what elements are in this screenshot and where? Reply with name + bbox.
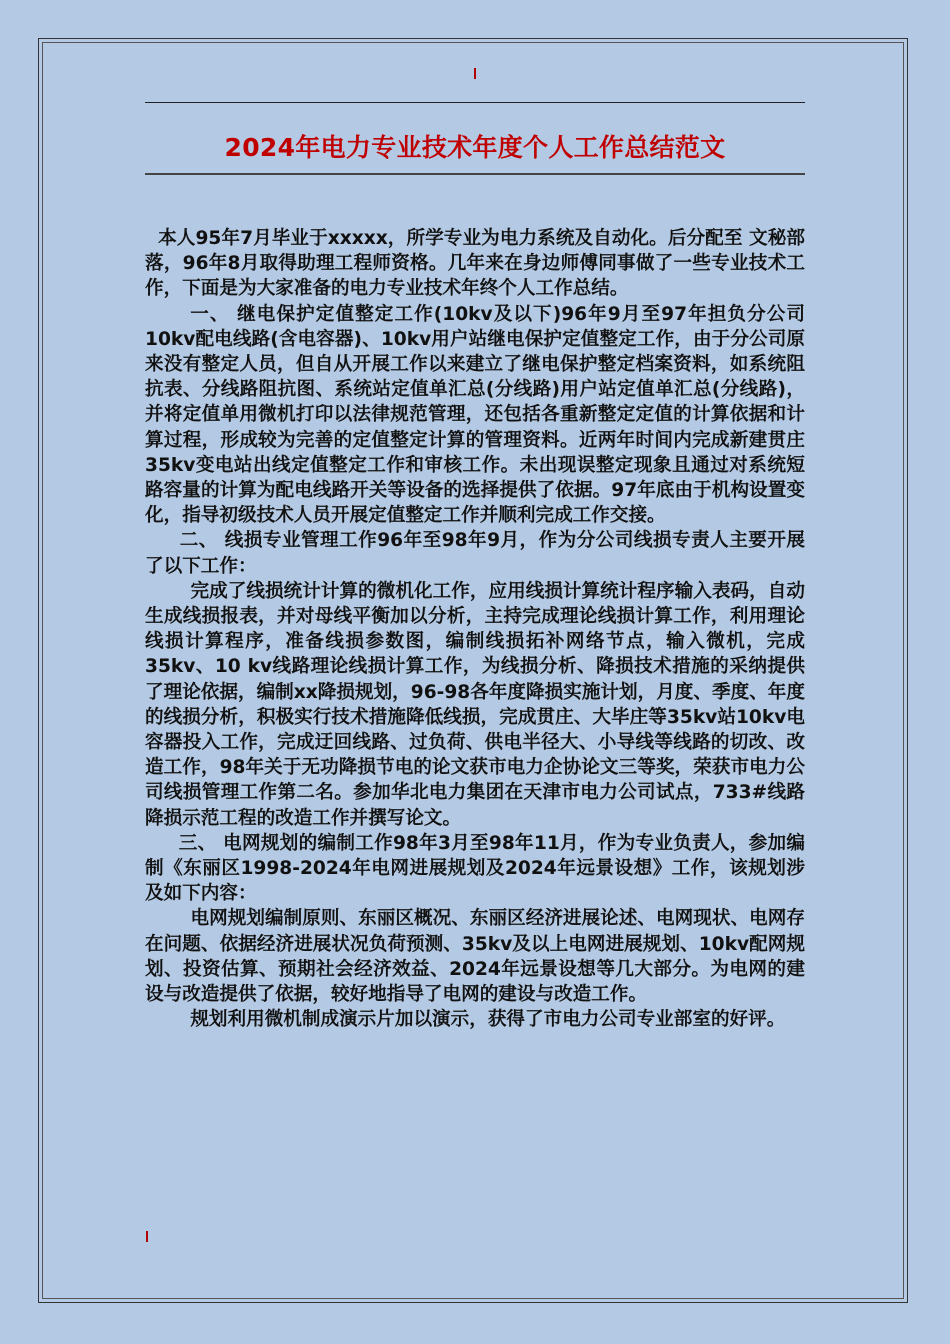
paragraph-intro: 本人95年7月毕业于xxxxx，所学专业为电力系统及自动化。后分配至 文秘部落，96年8月取得助理工程师资格。几年来在身边师傅同事做了一些专业技术工作，下面是为大家准备的电力专业技术年终个人工作总结。	[145, 228, 805, 300]
paragraph-closing: 规划利用微机制成演示片加以演示，获得了市电力公司专业部室的好评。	[190, 1009, 786, 1031]
paragraph-section-3: 三、 电网规划的编制工作98年3月至98年11月，作为专业负责人，参加编制《东丽区1998-2024年电网进展规划及2024年远景设想》工作，该规划涉及如下内容：	[145, 832, 805, 905]
header-rule	[145, 102, 805, 103]
paragraph-section-2: 二、 线损专业管理工作96年至98年9月，作为分公司线损专责人主要开展了以下工作：	[145, 530, 805, 577]
paragraph-section-2-detail: 完成了线损统计计算的微机化工作，应用线损计算统计程序输入表码，自动生成线损报表，并对母线平衡加以分析，主持完成理论线损计算工作，利用理论线损计算程序，准备线损参数图，编制线损拓补网络节点，输入微机，完成35kv、10 kv线路理论线损计算工作，为线损分析、降损技术措施的采纳提供了理论依据，编制xx降损规划，96-98各年度降损实施计划，月度、季度、年度的线损分析，积极实行技术措施降低线损，完成贯庄、大毕庄等35kv站10kv电容器投入工作，完成迂回线路、过负荷、供电半径大、小导线等线路的切改、改造工作，98年关于无功降损节电的论文获市电力企协论文三等奖，荣获市电力公司线损管理工作第二名。参加华北电力集团在天津市电力公司试点，733#线路降损示范工程的改造工作并撰写论文。	[145, 580, 805, 829]
document-title: 2024年电力专业技术年度个人工作总结范文	[224, 133, 726, 162]
title-underline	[145, 173, 805, 175]
paragraph-section-1: 一、 继电保护定值整定工作(10kv及以下)96年9月至97年担负分公司10kv配电线路(含电容器)、10kv用户站继电保护定值整定工作，由于分公司原来没有整定人员，但自从开展工作以来建立了继电保护整定档案资料，如系统阻抗表、分线路阻抗图、系统站定值单汇总(分线路)用户站定值单汇总(分线路)，并将定值单用微机打印以法律规范管理，还包括各重新整定定值的计算依据和计算过程，形成较为完善的定值整定计算的管理资料。近两年时间内完成新建贯庄35kv变电站出线定值整定工作和审核工作。未出现误整定现象且通过对系统短路容量的计算为配电线路开关等设备的选择提供了依据。97年底由于机构设置变化，指导初级技术人员开展定值整定工作并顺利完成工作交接。	[145, 303, 805, 527]
document-body	[145, 226, 805, 1033]
paragraph-section-3-detail: 电网规划编制原则、东丽区概况、东丽区经济进展论述、电网现状、电网存在问题、依据经济进展状况负荷预测、35kv及以上电网进展规划、10kv配网规划、投资估算、预期社会经济效益、2024年远景设想等几大部分。为电网的建设与改造提供了依据，较好地指导了电网的建设与改造工作。	[145, 908, 805, 1006]
footer-cursor-mark	[146, 1231, 148, 1242]
header-cursor-mark	[474, 68, 476, 79]
